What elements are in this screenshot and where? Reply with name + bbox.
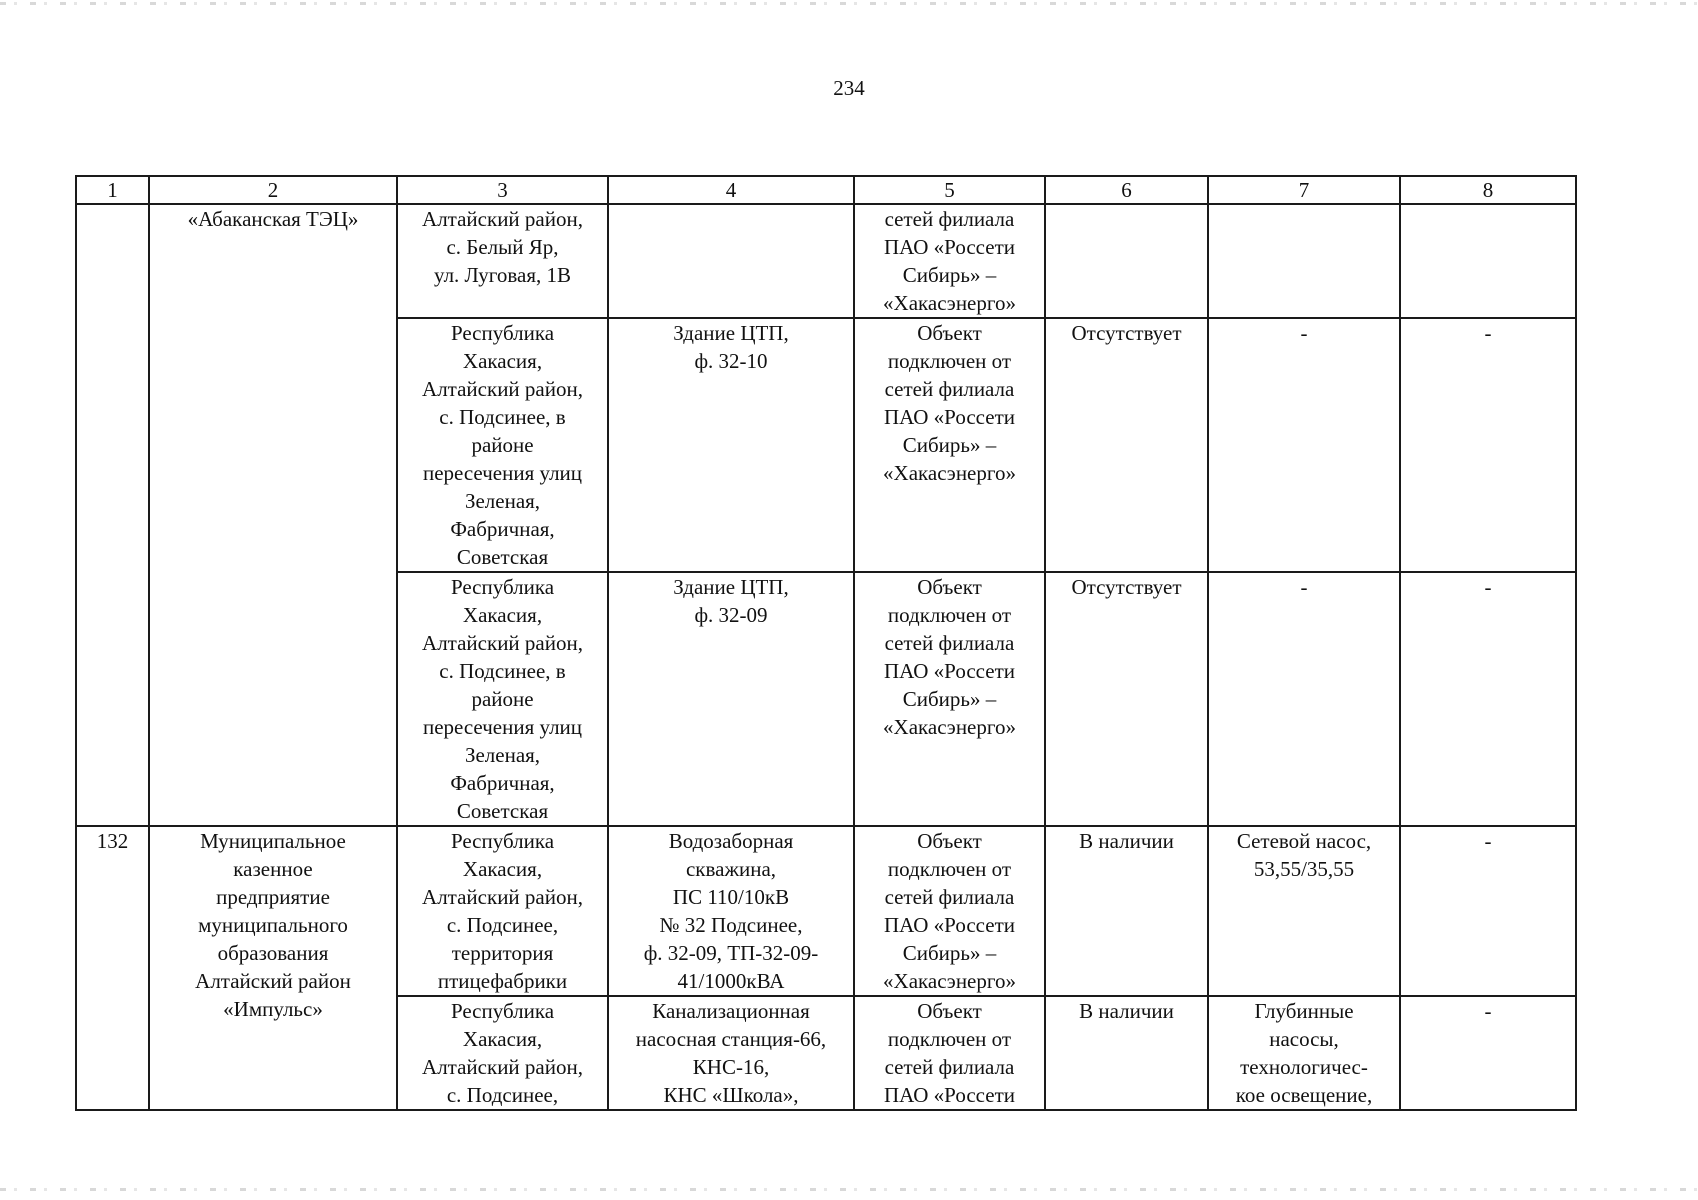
address-text: Республика Хакасия, Алтайский район, с. Подсинее, в районе пересечения улиц Зеленая, Фабричная, Советская: [422, 575, 583, 823]
table-row: [76, 204, 1576, 318]
status-text: В наличии: [1079, 999, 1174, 1023]
scan-edge-bottom: [0, 1188, 1698, 1191]
object-text: Здание ЦТП, ф. 32-09: [673, 575, 789, 627]
note-text: -: [1484, 321, 1492, 345]
connection-text: сетей филиала ПАО «Россети Сибирь» – «Хакасэнерго»: [883, 207, 1016, 315]
address-cell: [397, 204, 608, 318]
column-header-2: 2: [149, 176, 397, 204]
column-header-4: 4: [608, 176, 854, 204]
connection-text: Объект подключен от сетей филиала ПАО «Россети: [883, 999, 1015, 1107]
organization-name: «Абаканская ТЭЦ»: [187, 207, 359, 231]
note-text: -: [1484, 829, 1492, 853]
object-cell: [608, 826, 854, 996]
equipment-text: -: [1300, 575, 1308, 599]
status-text: Отсутствует: [1071, 575, 1182, 599]
connection-cell: [854, 572, 1045, 826]
note-text: -: [1484, 999, 1492, 1023]
column-header-5: 5: [854, 176, 1045, 204]
status-cell: [1045, 572, 1208, 826]
row-number-cell: [76, 204, 149, 826]
status-cell: [1045, 826, 1208, 996]
organization-name: Муниципальное казенное предприятие муниципального образования Алтайский район «Импульс»: [195, 829, 351, 1021]
equipment-cell: [1208, 572, 1400, 826]
address-text: Алтайский район, с. Белый Яр, ул. Луговая, 1В: [422, 207, 583, 287]
column-header-6: 6: [1045, 176, 1208, 204]
column-header-7: 7: [1208, 176, 1400, 204]
object-text: Здание ЦТП, ф. 32-10: [673, 321, 789, 373]
row-number-cell: [76, 826, 149, 1110]
table-row: [76, 826, 1576, 996]
object-cell: [608, 318, 854, 572]
table-header-row: [76, 176, 1576, 204]
address-cell: [397, 572, 608, 826]
object-text: Водозаборная скважина, ПС 110/10кВ № 32 Подсинее, ф. 32-09, ТП-32-09- 41/1000кВА: [643, 829, 819, 993]
page-number: 234: [833, 76, 865, 100]
status-text: Отсутствует: [1071, 321, 1182, 345]
object-text: Канализационная насосная станция-66, КНС-16, КНС «Школа»,: [635, 999, 827, 1107]
connection-cell: [854, 318, 1045, 572]
row-number: 132: [96, 829, 129, 853]
scan-edge-top: [0, 2, 1698, 5]
status-cell: [1045, 204, 1208, 318]
address-cell: [397, 996, 608, 1110]
connection-text: Объект подключен от сетей филиала ПАО «Россети Сибирь» – «Хакасэнерго»: [883, 829, 1016, 993]
organization-cell: [149, 826, 397, 1110]
connection-cell: [854, 996, 1045, 1110]
equipment-cell: [1208, 996, 1400, 1110]
equipment-cell: [1208, 204, 1400, 318]
column-header-8: 8: [1400, 176, 1576, 204]
equipment-text: Сетевой насос, 53,55/35,55: [1236, 829, 1372, 881]
note-cell: [1400, 996, 1576, 1110]
equipment-cell: [1208, 318, 1400, 572]
address-text: Республика Хакасия, Алтайский район, с. Подсинее,: [422, 999, 583, 1107]
object-cell: [608, 572, 854, 826]
column-header-3: 3: [397, 176, 608, 204]
note-text: -: [1484, 575, 1492, 599]
status-cell: [1045, 318, 1208, 572]
address-text: Республика Хакасия, Алтайский район, с. Подсинее, в районе пересечения улиц Зеленая, Фабричная, Советская: [422, 321, 583, 569]
connection-cell: [854, 204, 1045, 318]
equipment-text: -: [1300, 321, 1308, 345]
address-cell: [397, 318, 608, 572]
address-cell: [397, 826, 608, 996]
status-text: В наличии: [1079, 829, 1174, 853]
note-cell: [1400, 318, 1576, 572]
connection-cell: [854, 826, 1045, 996]
organization-cell: [149, 204, 397, 826]
data-table: [75, 175, 1577, 1111]
object-cell: [608, 996, 854, 1110]
equipment-text: Глубинные насосы, технологичес- кое освещение,: [1235, 999, 1373, 1107]
column-header-1: 1: [76, 176, 149, 204]
connection-text: Объект подключен от сетей филиала ПАО «Россети Сибирь» – «Хакасэнерго»: [883, 321, 1016, 485]
equipment-cell: [1208, 826, 1400, 996]
object-cell: [608, 204, 854, 318]
connection-text: Объект подключен от сетей филиала ПАО «Россети Сибирь» – «Хакасэнерго»: [883, 575, 1016, 739]
status-cell: [1045, 996, 1208, 1110]
note-cell: [1400, 204, 1576, 318]
note-cell: [1400, 826, 1576, 996]
address-text: Республика Хакасия, Алтайский район, с. Подсинее, территория птицефабрики: [422, 829, 583, 993]
note-cell: [1400, 572, 1576, 826]
